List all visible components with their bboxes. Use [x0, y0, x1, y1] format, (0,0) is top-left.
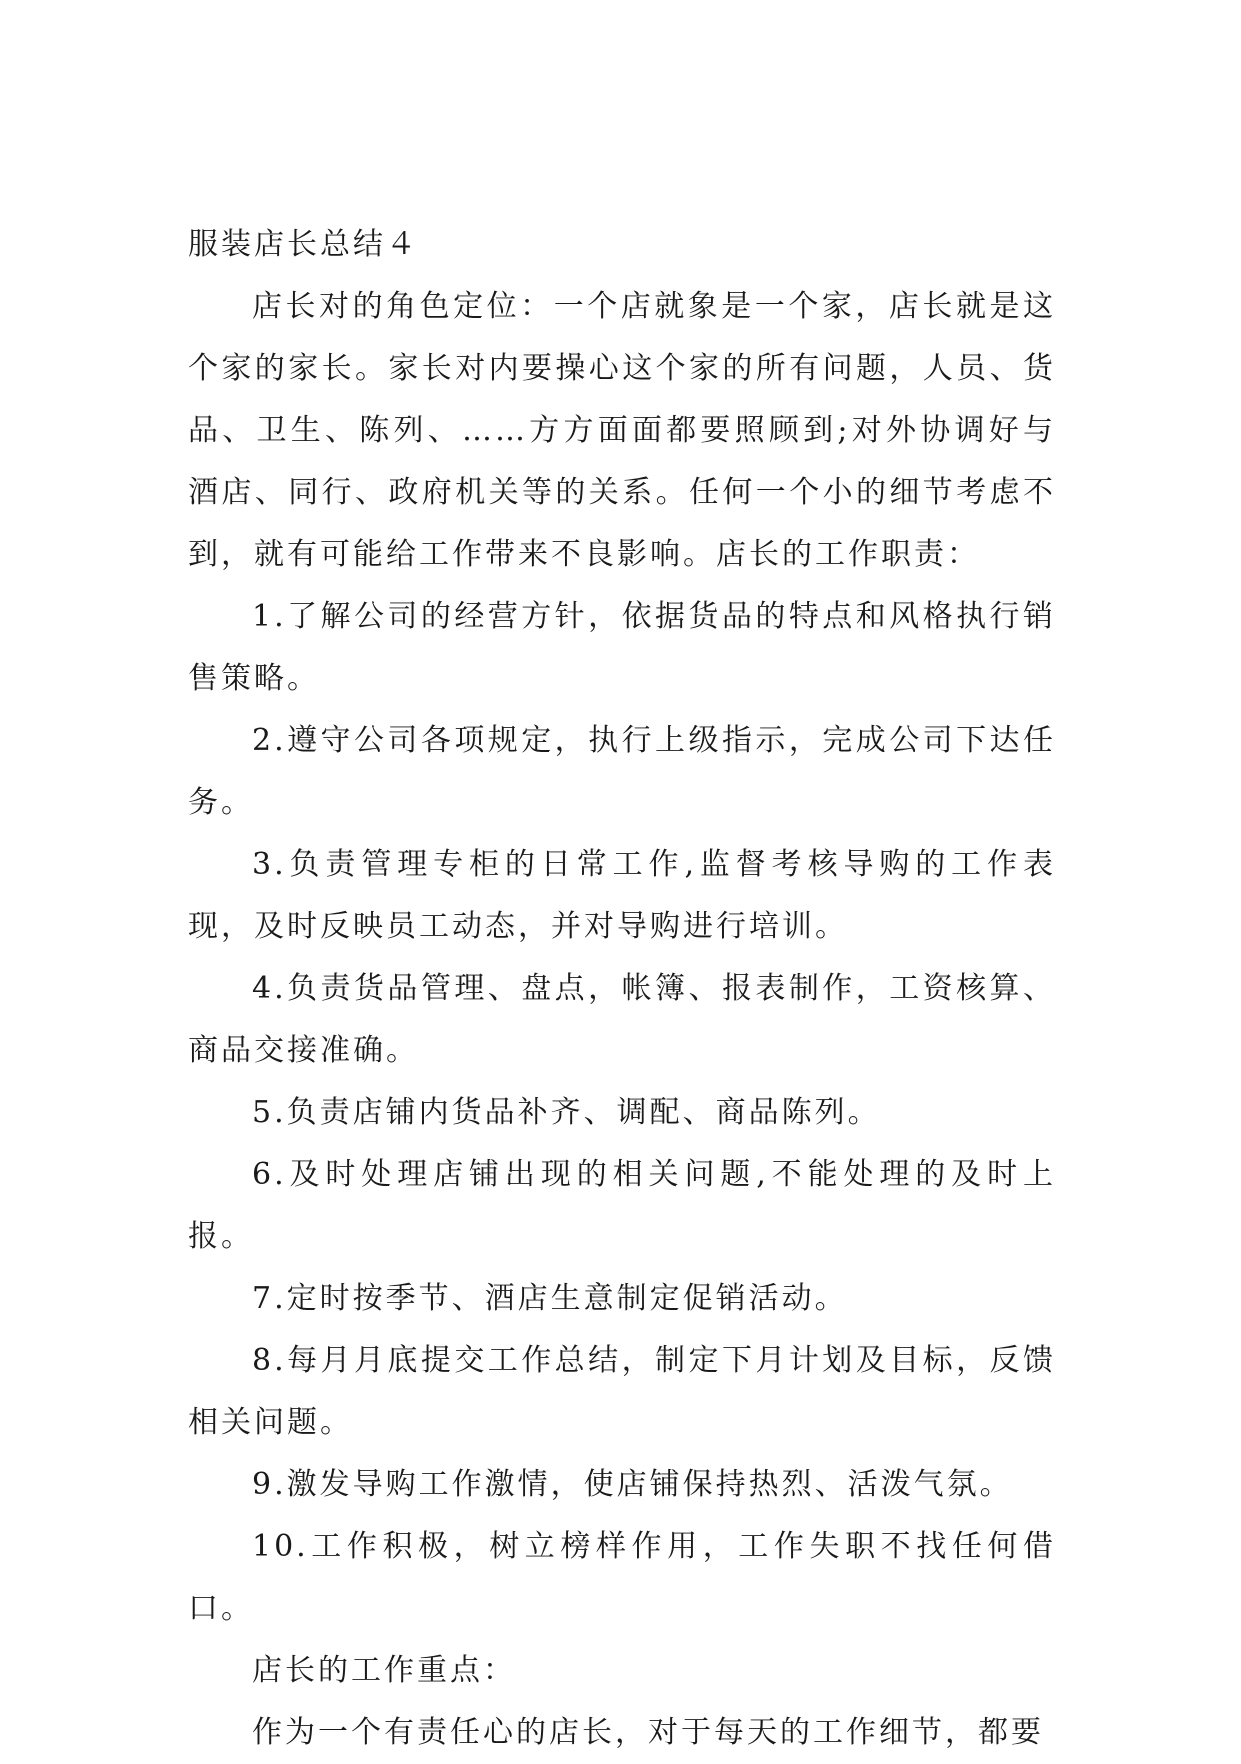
duty-item-4: 4.负责货品管理、盘点，帐簿、报表制作，工资核算、商品交接准确。	[188, 971, 1056, 1068]
duty-item-6: 6.及时处理店铺出现的相关问题,不能处理的及时上报。	[188, 1157, 1056, 1254]
duty-item-3: 3.负责管理专柜的日常工作,监督考核导购的工作表现，及时反映员工动态，并对导购进行培训。	[188, 847, 1056, 944]
duty-item-5: 5.负责店铺内货品补齐、调配、商品陈列。	[252, 1095, 881, 1130]
paragraph-key-points-intro: 作为一个有责任心的店长，对于每天的工作细节，都要	[252, 1715, 1044, 1750]
duty-item-10: 10.工作积极，树立榜样作用，工作失职不找任何借口。	[188, 1529, 1056, 1626]
paragraph-role-definition: 店长对的角色定位：一个店就象是一个家，店长就是这个家的家长。家长对内要操心这个家的所有问题，人员、货品、卫生、陈列、……方方面面都要照顾到;对外协调好与酒店、同行、政府机关等的关系。任何一个小的细节考虑不到，就有可能给工作带来不良影响。店长的工作职责：	[188, 289, 1056, 572]
section-heading-key-points: 店长的工作重点：	[252, 1653, 516, 1688]
duty-item-1: 1.了解公司的经营方针，依据货品的特点和风格执行销售策略。	[188, 599, 1056, 696]
document-body	[188, 214, 1056, 1764]
duty-item-7: 7.定时按季节、酒店生意制定促销活动。	[252, 1281, 848, 1316]
document-title: 服装店长总结４	[188, 227, 419, 262]
duty-item-2: 2.遵守公司各项规定，执行上级指示，完成公司下达任务。	[188, 723, 1056, 820]
duty-item-9: 9.激发导购工作激情，使店铺保持热烈、活泼气氛。	[252, 1467, 1013, 1502]
duty-item-8: 8.每月月底提交工作总结，制定下月计划及目标，反馈相关问题。	[188, 1343, 1056, 1440]
